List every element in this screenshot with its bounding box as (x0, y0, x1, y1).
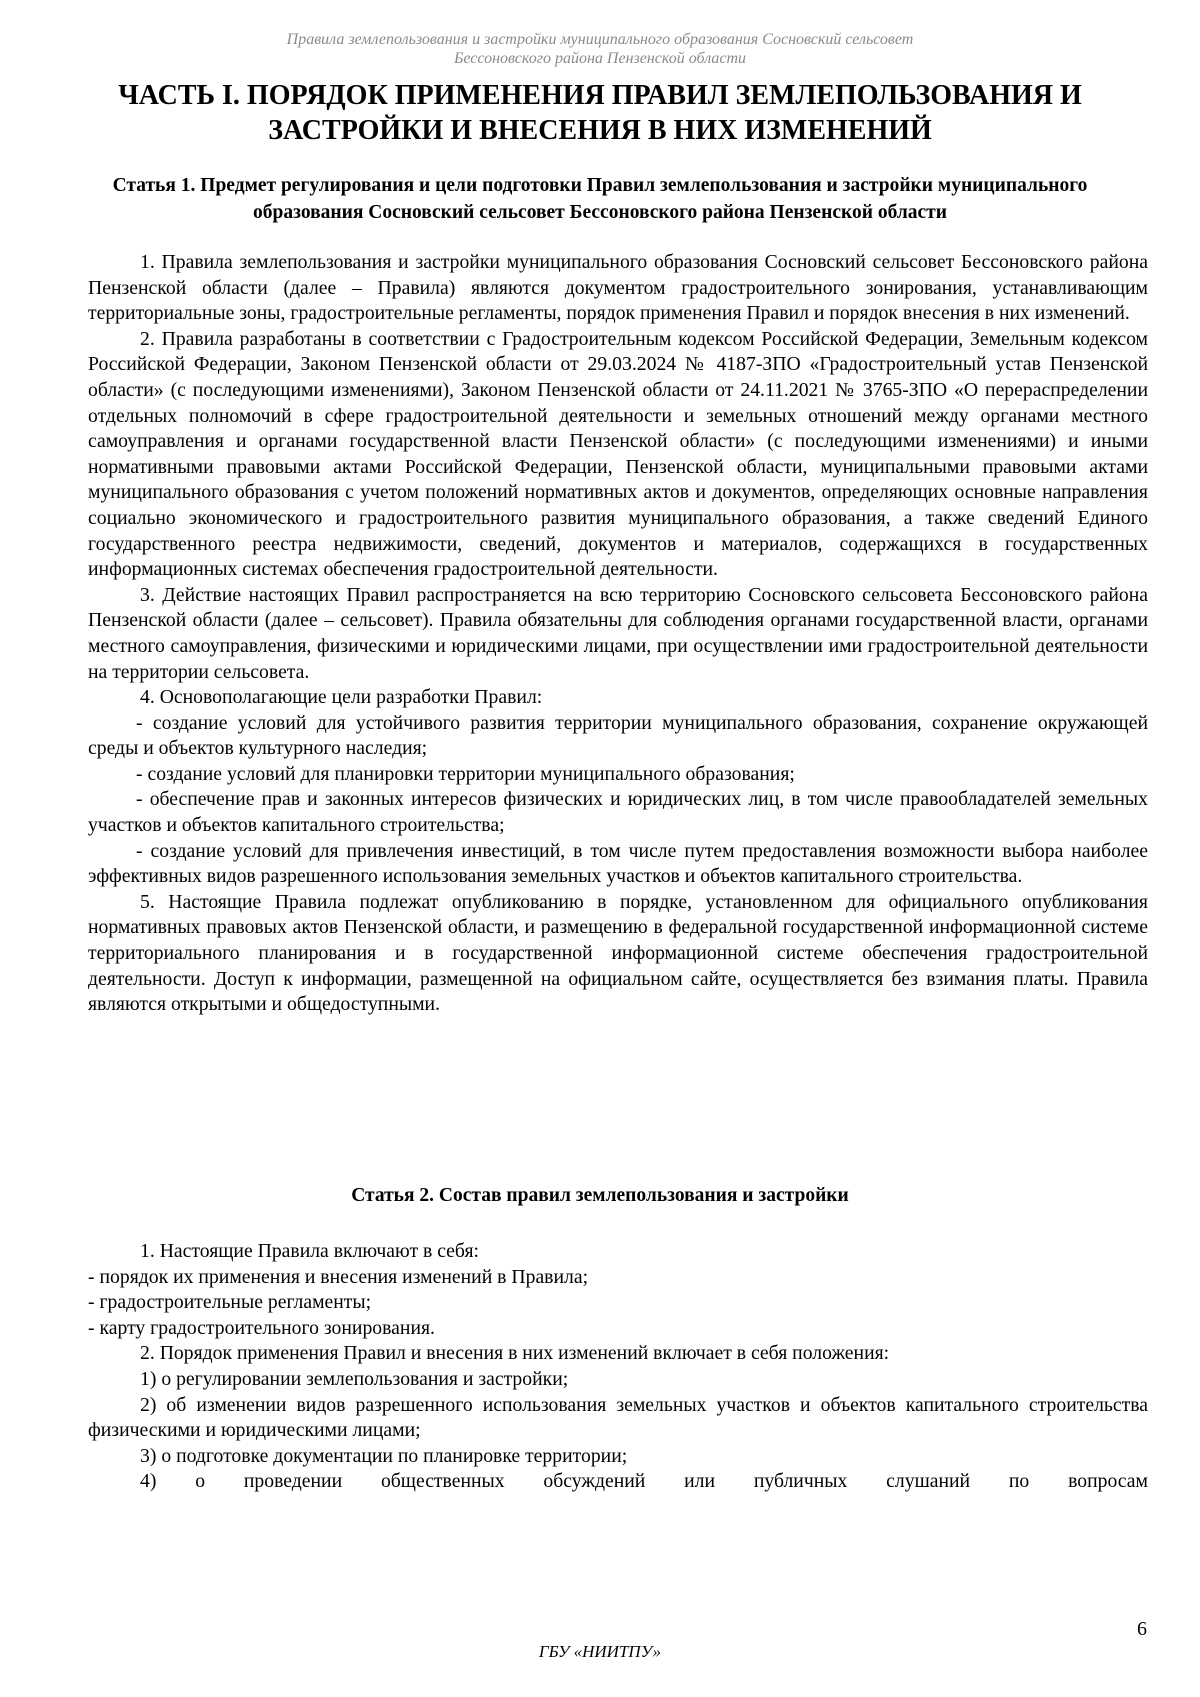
article-1-body (88, 250, 1148, 1018)
running-header-line-1: Правила землепользования и застройки муниципального образования Сосновский сельсовет (286, 31, 914, 48)
article-2-list-item-2: - градостроительные регламенты; (88, 1291, 372, 1314)
article-1-bullet-3: - обеспечение прав и законных интересов физических и юридических лиц, в том числе правообладателей земельных участков и объектов капитального строительства; (88, 788, 1148, 837)
article-1-bullet-4: - создание условий для привлечения инвестиций, в том числе путем предоставления возможности выбора наиболее эффективных видов разрешенного использования земельных участков и объектов капитального строительства. (88, 839, 1148, 888)
article-1-bullet-2: - создание условий для планировки территории муниципального образования; (136, 762, 795, 785)
article-2-heading: Статья 2. Состав правил землепользования и застройки (351, 1185, 849, 1206)
article-2-list-item-1: - порядок их применения и внесения изменений в Правила; (88, 1265, 589, 1288)
article-1-heading: Статья 1. Предмет регулирования и цели подготовки Правил землепользования и застройки муниципального образования Сосновский сельсовет Бессоновского района Пензенской области (112, 175, 1088, 223)
article-1-bullet-1: - создание условий для устойчивого развития территории муниципального образования, сохранение окружающей среды и объектов культурного наследия; (88, 711, 1148, 760)
article-1-paragraph-4: 4. Основополагающие цели разработки Правил: (140, 686, 543, 709)
running-header-line-2: Бессоновского района Пензенской области (453, 50, 747, 67)
article-1-paragraph-2: 2. Правила разработаны в соответствии с Градостроительным кодексом Российской Федерации, Земельным кодексом Российской Федерации, Законом Пензенской области от 29.03.2024 № 4187-ЗПО «Градостроительный устав Пензенской области» (с последующими изменениями), Законом Пензенской области от 24.11.2021 № 3765-ЗПО «О перераспределении отдельных полномочий в сфере градостроительной деятельности и земельных отношений между органами местного самоуправления и органами государственной власти Пензенской области» (с последующими изменениями) и иными нормативными правовыми актами Российской Федерации, Пензенской области, муниципальными правовыми актами муниципального образования с учетом положений нормативных актов и документов, определяющих основные направления социально экономического и градостроительного развития муниципального образования, а также сведений Единого государственного реестра недвижимости, сведений, документов и материалов, содержащихся в государственных информационных системах обеспечения градостроительной деятельности. (88, 327, 1148, 581)
article-2-list-item-3: - карту градостроительного зонирования. (88, 1316, 435, 1339)
article-1-paragraph-1: 1. Правила землепользования и застройки муниципального образования Сосновский сельсовет Бессоновского района Пензенской области (далее – Правила) являются документом градостроительного зонирования, устанавливающим территориальные зоны, градостроительные регламенты, порядок применения Правил и порядок внесения в них изменений. (88, 251, 1148, 325)
article-2-numbered-4: 4) о проведении общественных обсуждений или публичных слушаний по вопросам (140, 1470, 1148, 1493)
part-title: ЧАСТЬ I. ПОРЯДОК ПРИМЕНЕНИЯ ПРАВИЛ ЗЕМЛЕПОЛЬЗОВАНИЯ И ЗАСТРОЙКИ И ВНЕСЕНИЯ В НИХ ИЗМЕНЕНИЙ (118, 80, 1082, 146)
article-1-paragraph-3: 3. Действие настоящих Правил распространяется на всю территорию Сосновского сельсовета Бессоновского района Пензенской области (далее – сельсовет). Правила обязательны для соблюдения органами государственной власти, органами местного самоуправления, физическими и юридическими лицами, при осуществлении ими градостроительной деятельности на территории сельсовета. (88, 583, 1148, 683)
page-number: 6 (1137, 1618, 1147, 1640)
article-2-body (88, 1239, 1148, 1495)
article-1-paragraph-5: 5. Настоящие Правила подлежат опубликованию в порядке, установленном для официального опубликования нормативных правовых актов Пензенской области, и размещению в федеральной государственной информационной системе территориального планирования и в государственной информационной системе обеспечения градостроительной деятельности. Доступ к информации, размещенной на официальном сайте, осуществляется без взимания платы. Правила являются открытыми и общедоступными. (88, 890, 1148, 1016)
article-2-paragraph-1: 1. Настоящие Правила включают в себя: (140, 1240, 479, 1262)
footer-organization: ГБУ «НИИТПУ» (538, 1642, 662, 1661)
article-2-numbered-2: 2) об изменении видов разрешенного использования земельных участков и объектов капитального строительства физическими и юридическими лицами; (88, 1393, 1148, 1442)
running-header (0, 30, 1200, 68)
article-2-numbered-1: 1) о регулировании землепользования и застройки; (140, 1367, 569, 1390)
article-2-numbered-3: 3) о подготовке документации по планировке территории; (140, 1444, 628, 1467)
article-2-paragraph-2: 2. Порядок применения Правил и внесения в них изменений включает в себя положения: (140, 1342, 890, 1365)
